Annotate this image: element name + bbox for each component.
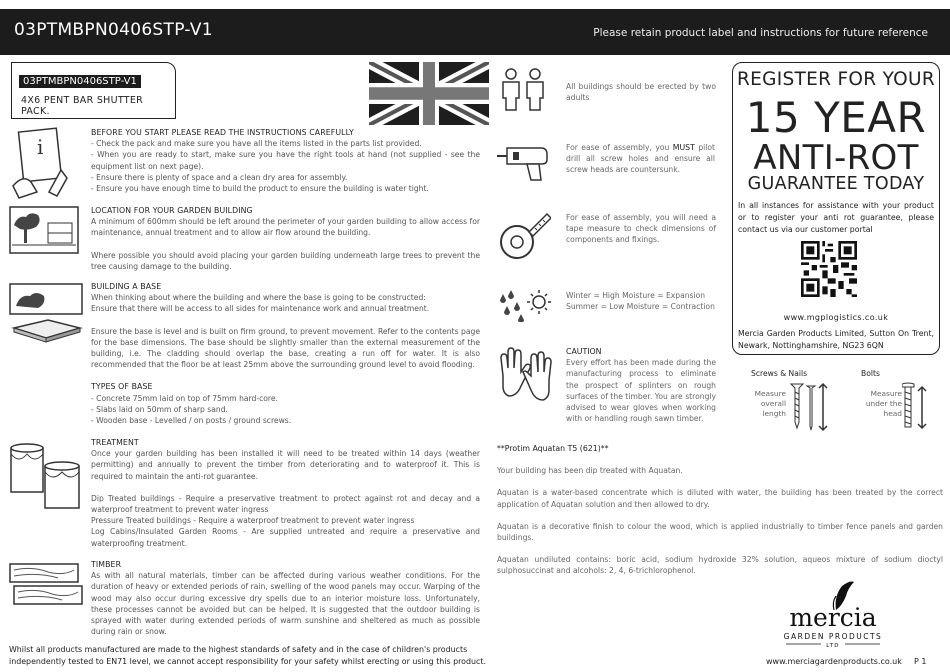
moisture-winter: Winter = High Moisture = Expansion [566, 291, 706, 300]
product-label-box [11, 62, 176, 119]
section-heading: TIMBER [91, 560, 122, 569]
footer-website-link[interactable]: www.merciagardenproducts.co.uk [766, 657, 902, 666]
text-line: - Ensure you have enough time to build the product to ensure the building is water tight. [91, 184, 429, 194]
header-note: Please retain product label and instructions for future reference [593, 27, 928, 39]
two-adults-icon [497, 68, 549, 112]
weather-moisture-icon [497, 288, 553, 322]
protim-section [497, 443, 943, 577]
moisture-note [566, 290, 716, 312]
logistics-url[interactable]: www.mgplogistics.co.uk [783, 313, 889, 322]
drill-note-must: MUST [672, 143, 695, 152]
drill-note-end: pilot drill all screw holes and ensure all screw heads are countersunk. [566, 143, 716, 175]
caution-note [566, 346, 716, 424]
screws-nails-title: Screws & Nails [751, 369, 808, 378]
drill-icon [497, 142, 551, 182]
text-line: - Ensure there is plenty of space and a clean dry area for assembly. [91, 172, 348, 182]
safety-gloves-icon [497, 346, 555, 402]
tape-measure-note: For ease of assembly, you will need a tape measure to check dimensions of components and fixings. [566, 213, 716, 245]
section-before-you-start [91, 127, 480, 194]
bolts-measure-note: Measure under the head [865, 389, 902, 418]
bolt-icon [902, 382, 928, 430]
guarantee-type: ANTI-ROT [753, 138, 919, 178]
register-instructions: In all instances for assistance with your product or to register your anti rot guarantee, please contact us via our customer portal [738, 201, 934, 234]
tape-measure-icon [497, 208, 551, 262]
text-paragraph: Ensure the base is level and is built on firm ground, to prevent movement. Refer to the contents page for the base dimensions. The base should be slightly smaller than the external measurement of the building, i.e. The cladding should overlap the base, creating a run off for water. It is also recommended that the floor be at least 25mm above the surrounding ground level to avoid flooding. [91, 326, 480, 370]
text-line: - When you are ready to start, make sure you have the right tools at hand (not supplied - see the equipment list on next page). [91, 150, 480, 171]
adults-note: All buildings should be erected by two adults [566, 82, 716, 103]
qr-code-icon [801, 241, 857, 297]
text-line: - Concrete 75mm laid on top of 75mm hard-core. [91, 393, 278, 403]
caution-heading: CAUTION [566, 347, 602, 356]
logo-wordmark: mercia [789, 603, 877, 632]
svg-text:i: i [37, 135, 44, 159]
section-heading: LOCATION FOR YOUR GARDEN BUILDING [91, 206, 253, 215]
timber-planks-icon [8, 560, 84, 610]
text-paragraph: Pressure Treated buildings - Require a waterproof treatment to prevent water ingress [91, 516, 415, 526]
protim-text: Aquatan is a decorative finish to colour the wood, which is applied industrially to timber fence panels and garden buildings. [497, 521, 943, 543]
subsection-heading: TYPES OF BASE [91, 382, 153, 392]
uk-flag-icon [369, 62, 489, 125]
text-paragraph: Where possible you should avoid placing your garden building underneath large trees to prevent the tree causing damage to the building. [91, 250, 480, 271]
mercia-logo [768, 578, 898, 652]
screw-nail-icon [789, 382, 831, 432]
product-code-tag: 03PTMBPN0406STP-V1 [19, 75, 141, 88]
protim-text: Aquatan is a water-based concentrate which is diluted with water, the building has been treated by the correct application of Aquatan solution and then allowed to dry. [497, 488, 943, 509]
treatment-paint-tins-icon [7, 440, 85, 512]
section-building-base [91, 281, 480, 426]
text-paragraph: Dip Treated buildings - Require a preservative treatment to protect against rot and decay and a waterproof treatment to prevent water ingress [91, 493, 480, 515]
instructions-reading-icon [9, 126, 69, 200]
section-timber [91, 559, 480, 637]
text-paragraph: A minimum of 600mm should be left around the perimeter of your garden building to allow access for maintenance, annual treatment and to allow air flow around the building. [91, 217, 480, 238]
page-number: P 1 [914, 657, 927, 666]
garden-location-icon [8, 205, 80, 255]
text-paragraph: Ensure that there will be access to all sides for maintenance work and annual treatment. [91, 304, 430, 314]
section-heading: BEFORE YOU START PLEASE READ THE INSTRUCTIONS CAREFULLY [91, 128, 354, 137]
drill-note-start: For ease of assembly, you [566, 143, 673, 152]
company-address: Mercia Garden Products Limited, Sutton On Trent, Newark, Nottinghamshire, NG23 6QN [738, 329, 934, 350]
footer-disclaimer: Whilst all products manufactured are made to the highest standards of safety and in the case of children's products independently tested to EN71 level, we cannot accept responsibility for your safety whilst erecting or using this product. [9, 645, 486, 666]
protim-text: Aquatan undiluted contains: boric acid, sodium hydroxide 32% solution, aqueos mixture of sodium dioctyl sulphosuccinat and alcohols: 2, 4, 6-trichlorophenol. [497, 555, 943, 576]
text-paragraph: Once your garden building has been installed it will need to be treated within 14 days (weather permitting) and annually to prevent the timber from deteriorating and to waterproof it. This is required to maintain the anti-rot guarantee. [91, 449, 480, 481]
text-paragraph: Log Cabins/Insulated Garden Rooms - Are supplied untreated and require a preservative and waterproofing treatment. [91, 527, 480, 548]
section-location [91, 205, 480, 272]
drill-note [566, 142, 715, 176]
document-code: 03PTMBPN0406STP-V1 [14, 20, 213, 40]
guarantee-years: 15 YEAR [745, 93, 927, 142]
protim-text: Your building has been dip treated with Aquatan. [497, 466, 683, 476]
logo-ltd: LTD [826, 643, 840, 649]
logo-subtitle: GARDEN PRODUCTS [783, 632, 883, 641]
text-line: - Slabs laid on 50mm of sharp sand. [91, 404, 228, 414]
caution-text: Every effort has been made during the manufacturing process to eliminate the prospect of splinters on rough surfaces of the timber. You are strongly advised to wear gloves when working with or handling rough sawn timber. [566, 358, 716, 424]
section-treatment [91, 437, 480, 549]
product-name: 4X6 PENT BAR SHUTTER PACK. [21, 95, 144, 117]
register-heading: REGISTER FOR YOUR [736, 69, 936, 90]
bolts-title: Bolts [861, 369, 880, 378]
text-paragraph: As with all natural materials, timber can be affected during various weather conditions. For the duration of heavy or extended periods of rain, swelling of the wood panels may occur. Warping of the wood may also occur during excessive dry spells due to an interior moisture loss. Unfortunately, these processes cannot be avoided but can be helped. It is suggested that the outdoor building is sprayed with water during extended periods of warm sunshine and sheltered as much as possible during rain or snow. [91, 571, 480, 637]
text-line: - Wooden base - Levelled / on posts / ground screws. [91, 416, 292, 426]
text-line: - Check the pack and make sure you have all the items listed in the parts list provided. [91, 139, 422, 149]
header-bar [0, 9, 950, 55]
guarantee-register-box [732, 62, 940, 355]
section-heading: BUILDING A BASE [91, 282, 162, 291]
building-base-icon [8, 282, 84, 346]
text-paragraph: When thinking about where the building and where the base is going to be constructed: [91, 293, 426, 303]
section-heading: TREATMENT [91, 438, 139, 447]
moisture-summer: Summer = Low Moisture = Contraction [566, 302, 715, 312]
protim-heading: **Protim Aquatan T5 (621)** [497, 444, 609, 453]
guarantee-today: GUARANTEE TODAY [747, 174, 925, 194]
screws-measure-note: Measure overall length [754, 389, 786, 418]
